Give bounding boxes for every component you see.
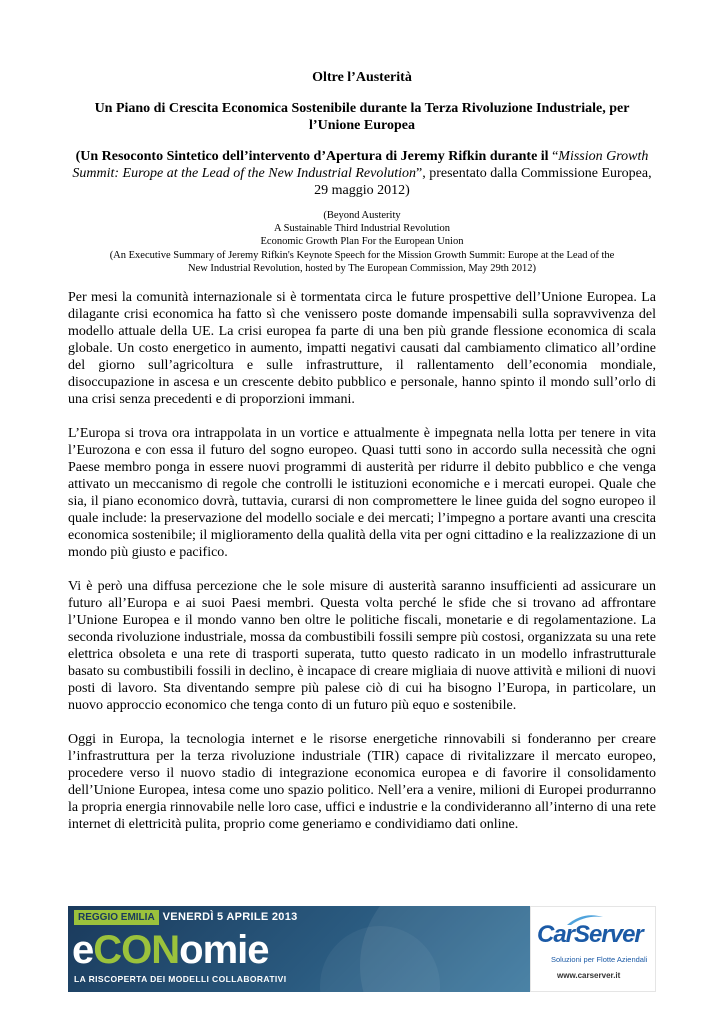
summary-bold-text: Un Resoconto Sintetico dell’intervento d’Apertura di Jeremy Rifkin durante il xyxy=(80,149,553,164)
footer-banner xyxy=(68,906,656,992)
event-info xyxy=(74,909,298,925)
summary-heading xyxy=(68,148,656,199)
event-banner xyxy=(68,906,530,992)
body-paragraph: Oggi in Europa, la tecnologia internet e le risorse energetiche rinnovabili si fonderanno per creare l’infrastruttura per la terza rivoluzione industriale (TIR) capace di rivitalizzare il mercato europeo, procedere verso il nuovo stadio di integrazione economica europea e di favorire il consolidamento dell’Unione Europea, intesa come uno spazio politico. Nell’era a venire, milioni di Europei produrranno la propria energia rinnovabile nelle loro case, uffici e industrie e la condivideranno all’interno di una rete internet di elettricità pulita, proprio come generiamo e condividiamo dati online. xyxy=(68,732,656,833)
summary-rest: , presentato dalla Commissione Europea, 29 maggio 2012) xyxy=(314,166,652,198)
event-tagline: LA RISCOPERTA DEI MODELLI COLLABORATIVI xyxy=(74,974,287,984)
event-city: REGGIO EMILIA xyxy=(74,910,159,925)
sponsor-tagline: Soluzioni per Flotte Aziendali xyxy=(551,955,648,964)
summary-italic-title: Mission Growth Summit: Europe at the Lead of the New Industrial Revolution xyxy=(72,149,649,181)
event-logo xyxy=(72,930,269,970)
body-paragraph: Vi è però una diffusa percezione che le sole misure di austerità saranno insufficienti ad assicurare un futuro all’Europa e ai suoi Paesi membri. Questa volta perché le sfide che si trovano ad affrontare l’Unione Europea e il mondo vanno ben oltre le politiche fiscali, monetarie e di regolamentazione. La seconda rivoluzione industriale, mossa da combustibili fossili sempre più costosi, organizzata su una rete elettrica obsoleta e una rete di trasporti superata, tutto questo radicato in un modello infrastrutturale basato su combustibili fossili in declino, è incapace di creare migliaia di nuove attività e milioni di nuovi posti di lavoro. Sta diventando sempre più palese ciò di cui ha bisogno l’Europa, in particolare, un nuovo approccio economico che tenga conto di un futuro più equo e sostenibile. xyxy=(68,579,656,714)
sponsor-url: www.carserver.it xyxy=(557,971,621,980)
body-paragraph: L’Europa si trova ora intrappolata in un vortice e attualmente è impegnata nella lotta per tenere in vita l’Eurozona e con essa il futuro del sogno europeo. Quasi tutti sono in accordo sulla necessità che ogni Paese membro ponga in essere nuovi programmi di austerità per ridurre il debito pubblico e che venga attivato un meccanismo di regole che controlli le istituzioni economiche e i mercati europei. Quale che sia, il piano economico dovrà, tuttavia, curarsi di non compromettere le linee guida del sogno europeo il quale include: la preservazione del modello sociale e dei mercati; l’impegno a portare avanti una crescita economica sostenibile; il miglioramento della qualità della vita per ogni cittadino e la realizzazione di un mondo più giusto e pacifico. xyxy=(68,426,656,561)
sponsor-logo: CarServer xyxy=(537,921,643,948)
body-paragraph: Per mesi la comunità internazionale si è tormentata circa le future prospettive dell’Unione Europea. La dilagante crisi economica ha fatto sì che venissero poste domande impensabili sulla sopravvivenza del modello attuale della UE. La crisi europea fa parte di una ben più grande flessione economica di scala globale. Un costo energetico in aumento, impatti negativi causati dal cambiamento climatico all’ordine del giorno sull’agricoltura e sulle infrastrutture, il rallentamento dell’economia mondiale, disoccupazione in ascesa e un crescente debito pubblico e personale, hanno spinto il mondo sull’orlo di una crisi senza precedenti e di proporzioni immani. xyxy=(68,290,656,408)
document-body xyxy=(68,70,656,850)
event-date: VENERDÌ 5 APRILE 2013 xyxy=(162,911,298,923)
english-line: New Industrial Revolution, hosted by The European Commission, May 29th 2012) xyxy=(187,262,537,274)
logo-pre: e xyxy=(72,928,94,972)
logo-post: omie xyxy=(179,928,269,972)
document-subtitle: Un Piano di Crescita Economica Sostenibile durante la Terza Rivoluzione Industriale, per l’Unione Europea xyxy=(94,101,630,133)
english-line: (Beyond Austerity xyxy=(323,210,401,221)
english-summary xyxy=(68,209,656,275)
logo-con: CON xyxy=(93,928,180,972)
sponsor-box xyxy=(530,906,656,992)
summary-quote-open: “ xyxy=(552,149,559,164)
summary-open-paren: ( xyxy=(75,149,81,164)
english-line: A Sustainable Third Industrial Revolution xyxy=(274,223,450,235)
english-line: (An Executive Summary of Jeremy Rifkin's Keynote Speech for the Mission Growth Summit: Europe at the Lead of the xyxy=(109,249,615,261)
summary-quote-close: ” xyxy=(416,166,423,181)
english-line: Economic Growth Plan For the European Union xyxy=(260,236,464,248)
document-title: Oltre l’Austerità xyxy=(312,70,412,85)
